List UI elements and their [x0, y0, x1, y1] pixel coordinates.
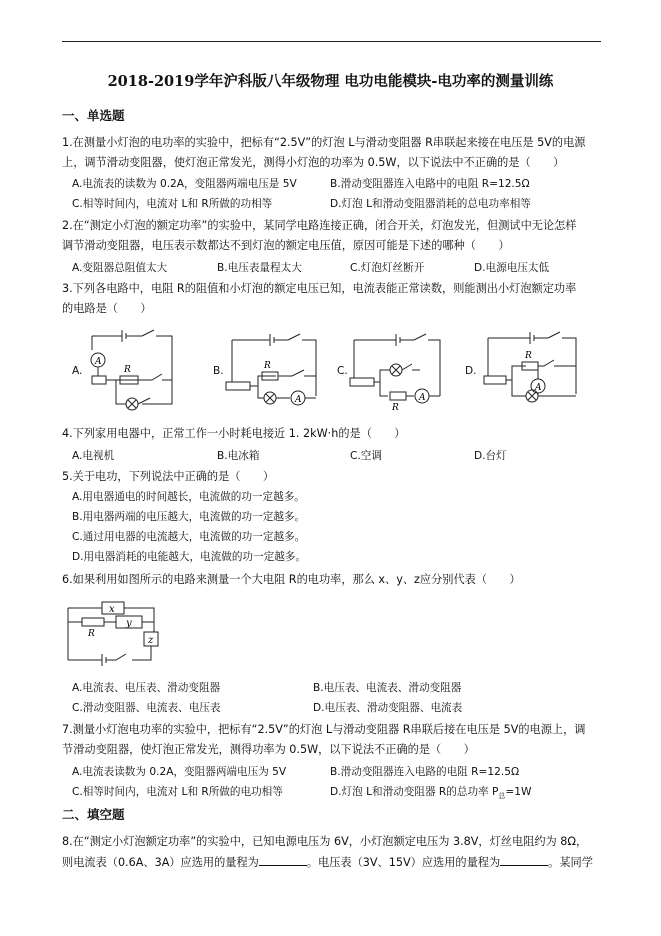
q3-circuit-c	[348, 326, 448, 414]
y-label: y	[126, 618, 132, 629]
q7-option-c[interactable]: C.相等时间内，电流对 L和 R所做的电功相等	[72, 786, 283, 798]
question-1-stem: 1.在测量小灯泡的电功率的实验中，把标有“2.5V”的灯泡 L与滑动变阻器 R串联起来接在电压是 5V的电源	[62, 136, 586, 149]
q2-option-c[interactable]: C.灯泡灯丝断开	[350, 262, 425, 274]
ammeter-label: A	[419, 393, 426, 403]
r-label: R	[88, 629, 95, 639]
q6-option-c[interactable]: C.滑动变阻器、电流表、电压表	[72, 702, 221, 714]
q4-option-b[interactable]: B.电冰箱	[217, 450, 260, 462]
q7-option-d-subscript: 总	[498, 792, 506, 801]
q3-circuit-b	[222, 326, 322, 414]
q8-text-part1: 则电流表（0.6A、3A）应选用的量程为	[62, 856, 259, 869]
question-2-stem-cont: 调节滑动变阻器，电压表示数都达不到灯泡的额定电压值，原因可能是下述的哪种（ ）	[62, 239, 510, 252]
q1-option-b[interactable]: B.滑动变阻器连入电路中的电阻 R=12.5Ω	[330, 178, 530, 190]
q3-option-d[interactable]: D.	[465, 365, 477, 377]
q2-option-b[interactable]: B.电压表量程太大	[217, 262, 302, 274]
question-7-stem-cont: 节滑动变阻器，使灯泡正常发光，测得功率为 0.5W，以下说法不正确的是（ ）	[62, 743, 475, 756]
q8-blank-ammeter-range[interactable]	[259, 855, 307, 866]
q6-option-d[interactable]: D.电压表、滑动变阻器、电流表	[313, 702, 463, 714]
q6-circuit-figure	[62, 596, 166, 668]
q4-option-d[interactable]: D.台灯	[474, 450, 507, 462]
q6-option-b[interactable]: B.电压表、电流表、滑动变阻器	[313, 682, 462, 694]
q5-option-a[interactable]: A.用电器通电的时间越长，电流做的功一定越多。	[72, 491, 305, 503]
page-title: 2018-2019学年沪科版八年级物理 电功电能模块-电功率的测量训练	[107, 73, 554, 90]
question-8-stem-cont	[62, 855, 593, 870]
question-3-stem: 3.下列各电路中，电阻 R的阻值和小灯泡的额定电压已知，电流表能正常读数，则能测出小灯泡额定功率	[62, 282, 577, 295]
q3-option-c[interactable]: C.	[337, 365, 348, 377]
q7-option-d[interactable]	[330, 785, 532, 803]
x-label: x	[109, 604, 115, 615]
q2-option-d[interactable]: D.电源电压太低	[474, 262, 550, 274]
q6-option-a[interactable]: A.电流表、电压表、滑动变阻器	[72, 682, 221, 694]
q7-option-d-text: D.灯泡 L和滑动变阻器 R的总功率 P	[330, 786, 499, 798]
question-7-stem: 7.测量小灯泡电功率的实验中，把标有“2.5V”的灯泡 L与滑动变阻器 R串联后接在电压是 5V的电源上，调	[62, 723, 586, 736]
q4-option-a[interactable]: A.电视机	[72, 450, 115, 462]
resistor-label: R	[525, 351, 532, 361]
ammeter-label: A	[95, 357, 102, 367]
resistor-label: R	[392, 403, 399, 413]
z-label: z	[148, 635, 154, 646]
q7-option-d-tail: =1W	[505, 786, 532, 798]
section-heading-fill-in: 二、填空题	[62, 807, 125, 822]
q4-option-c[interactable]: C.空调	[350, 450, 382, 462]
q8-blank-voltmeter-range[interactable]	[500, 855, 548, 866]
q8-text-part3: 。某同学	[548, 856, 593, 869]
question-3-stem-cont: 的电路是（ ）	[62, 302, 152, 315]
question-2-stem: 2.在“测定小灯泡的额定功率”的实验中，某同学电路连接正确，闭合开关，灯泡发光，但测试中无论怎样	[62, 219, 577, 232]
q1-option-d[interactable]: D.灯泡 L和滑动变阻器消耗的总电功率相等	[330, 198, 531, 210]
q3-circuit-a	[86, 326, 178, 414]
resistor-label: R	[124, 365, 131, 375]
q8-text-part2: 。电压表（3V、15V）应选用的量程为	[306, 856, 501, 869]
question-5-stem: 5.关于电功，下列说法中正确的是（ ）	[62, 470, 275, 483]
q3-circuit-d	[482, 326, 582, 414]
section-heading-single-choice: 一、单选题	[62, 108, 125, 123]
question-6-stem: 6.如果利用如图所示的电路来测量一个大电阻 R的电功率，那么 x、y、z应分别代表（ ）	[62, 573, 521, 586]
ammeter-label: A	[295, 395, 302, 405]
q7-option-a[interactable]: A.电流表读数为 0.2A，变阻器两端电压为 5V	[72, 766, 287, 778]
question-1-stem-cont: 上，调节滑动变阻器，使灯泡正常发光，测得小灯泡的功率为 0.5W，以下说法中不正确的是（ ）	[62, 156, 565, 169]
q3-option-a[interactable]: A.	[72, 365, 83, 377]
question-8-stem: 8.在“测定小灯泡额定功率”的实验中，已知电源电压为 6V，小灯泡额定电压为 3.8V，灯丝电阻约为 8Ω，	[62, 835, 588, 848]
q1-option-a[interactable]: A.电流表的读数为 0.2A，变阻器两端电压是 5V	[72, 178, 297, 190]
q5-option-c[interactable]: C.通过用电器的电流越大，电流做的功一定越多。	[72, 531, 306, 543]
header-rule	[62, 41, 601, 42]
q1-option-c[interactable]: C.相等时间内，电流对 L和 R所做的功相等	[72, 198, 273, 210]
q7-option-b[interactable]: B.滑动变阻器连入电路的电阻 R=12.5Ω	[330, 766, 520, 778]
q5-option-d[interactable]: D.用电器消耗的电能越大，电流做的功一定越多。	[72, 551, 306, 563]
question-4-stem: 4.下列家用电器中，正常工作一小时耗电接近 1. 2kW·h的是（ ）	[62, 427, 406, 440]
ammeter-label: A	[535, 383, 542, 393]
q3-option-b[interactable]: B.	[213, 365, 224, 377]
q2-option-a[interactable]: A.变阻器总阻值太大	[72, 262, 168, 274]
q5-option-b[interactable]: B.用电器两端的电压越大，电流做的功一定越多。	[72, 511, 306, 523]
resistor-label: R	[264, 361, 271, 371]
